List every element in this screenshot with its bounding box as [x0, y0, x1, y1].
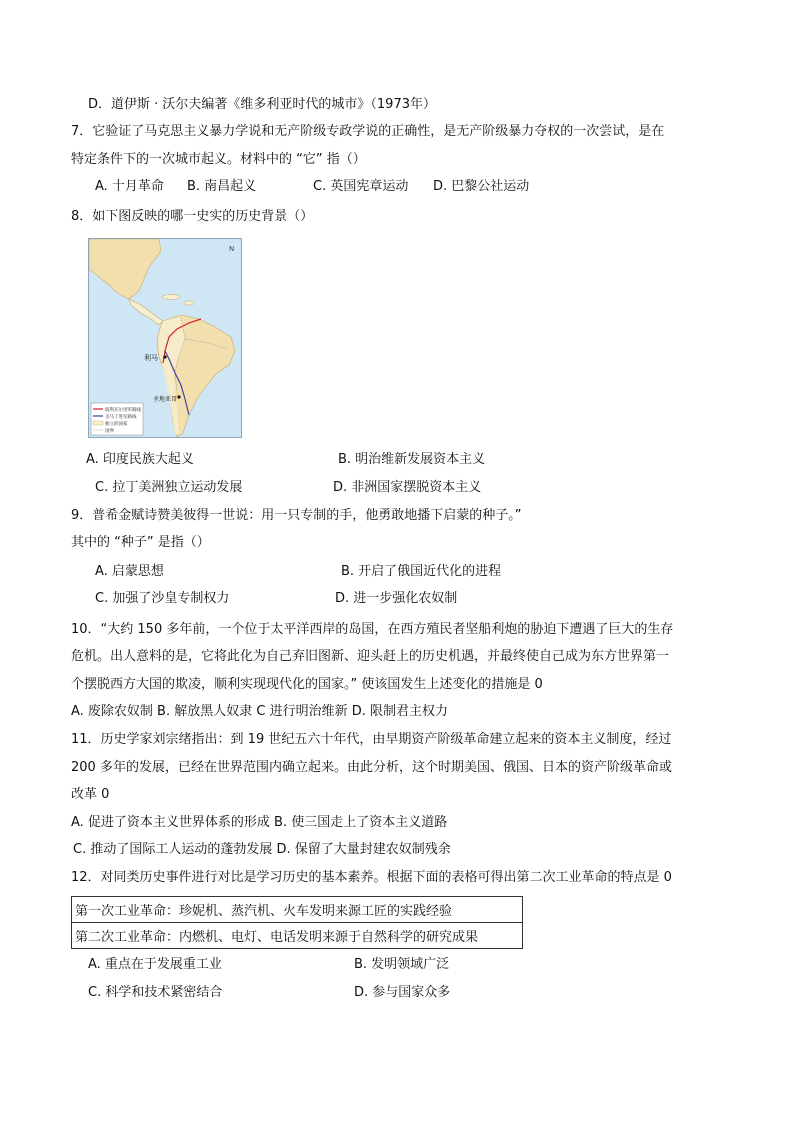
q11-options-ab: A. 促进了资本主义世界体系的形成 B. 使三国走上了资本主义道路	[71, 815, 448, 830]
q11-stem-line1: 11．历史学家刘宗绪指出：到 19 世纪五六十年代，由早期资产阶级革命建立起来的资本主义制度，经过	[71, 732, 672, 747]
q12-stem: 12．对同类历史事件进行对比是学习历史的基本素养。根据下面的表格可得出第二次工业革命的特点是 0	[71, 870, 672, 885]
q9-option-d: D. 进一步强化农奴制	[335, 591, 458, 606]
industrial-revolution-comparison-table	[71, 896, 523, 949]
q8-option-d: D. 非洲国家摆脱资本主义	[333, 480, 482, 495]
q11-stem-line3: 改革 0	[71, 787, 110, 802]
map-graphic	[89, 239, 241, 437]
q10-options: A. 废除农奴制 B. 解放黑人奴隶 C 进行明治维新 D. 限制君主权力	[71, 704, 448, 719]
latin-america-independence-map	[88, 238, 242, 438]
q9-option-b: B. 开启了俄国近代化的进程	[341, 564, 502, 579]
q8-option-b: B. 明治维新发展资本主义	[338, 452, 486, 467]
table-cell-second-revolution: 第二次工业革命：内燃机、电灯、电话发明来源于自然科学的研究成果	[72, 923, 523, 949]
legend-borders: 国界	[105, 429, 114, 434]
q10-stem-line3: 个摆脱西方大国的欺凌，顺利实现现代化的国家。” 使该国发生上述变化的措施是 0	[71, 677, 543, 692]
q12-option-a: A. 重点在于发展重工业	[88, 957, 222, 972]
q9-option-a: A. 启蒙思想	[95, 564, 164, 579]
legend-independent-states: 独立的国家	[105, 422, 128, 427]
table-cell-first-revolution: 第一次工业革命：珍妮机、蒸汽机、火车发明来源工匠的实践经验	[72, 897, 523, 923]
q12-option-d: D. 参与国家众多	[354, 985, 451, 1000]
q7-option-b: B. 南昌起义	[187, 179, 257, 194]
q9-option-c: C. 加强了沙皇专制权力	[95, 591, 230, 606]
q8-option-c: C. 拉丁美洲独立运动发展	[95, 480, 243, 495]
table-row	[72, 897, 523, 923]
q9-stem-line1: 9．普希金赋诗赞美彼得一世说：用一只专制的手，他勇敢地播下启蒙的种子。”	[71, 508, 522, 523]
svg-text:N: N	[229, 245, 235, 253]
q7-option-d: D. 巴黎公社运动	[433, 179, 530, 194]
q12-option-b: B. 发明领域广泛	[354, 957, 450, 972]
map-label-santiago: 圣地亚哥	[153, 396, 178, 403]
q11-options-cd: C. 推动了国际工人运动的蓬勃发展 D. 保留了大量封建农奴制残余	[73, 842, 451, 857]
q7-stem-line1: 7．它验证了马克思主义暴力学说和无产阶级专政学说的正确性，是无产阶级暴力夺权的一次尝试，是在	[71, 124, 665, 139]
q7-option-a: A. 十月革命	[95, 179, 164, 194]
q7-stem-line2: 特定条件下的一次城市起义。材料中的 “它” 指（）	[71, 152, 366, 167]
q12-option-c: C. 科学和技术紧密结合	[88, 985, 223, 1000]
q9-stem-line2: 其中的 “种子” 是指（）	[71, 535, 210, 550]
legend-san-martin-route: 圣马丁进军路线	[105, 415, 137, 420]
map-label-lima: 利马	[144, 354, 158, 362]
q6-option-d: D．道伊斯 · 沃尔夫编著《维多利亚时代的城市》（1973年）	[88, 97, 436, 112]
q10-stem-line2: 危机。出人意料的是，它将此化为自己弃旧图新、迎头赶上的历史机遇，并最终使自己成为东方世界第一	[71, 649, 670, 664]
q10-stem-line1: 10．“大约 150 多年前，一个位于太平洋西岸的岛国，在西方殖民者坚船利炮的胁迫下遭遇了巨大的生存	[71, 622, 674, 637]
q7-option-c: C. 英国宪章运动	[313, 179, 409, 194]
table-row	[72, 923, 523, 949]
legend-bolivar-route: 玻利瓦尔进军路线	[105, 408, 141, 413]
q11-stem-line2: 200 多年的发展，已经在世界范围内确立起来。由此分析，这个时期美国、俄国、日本的资产阶级革命或	[71, 760, 672, 775]
q8-option-a: A. 印度民族大起义	[86, 452, 194, 467]
q8-stem: 8．如下图反映的哪一史实的历史背景（）	[71, 209, 314, 224]
